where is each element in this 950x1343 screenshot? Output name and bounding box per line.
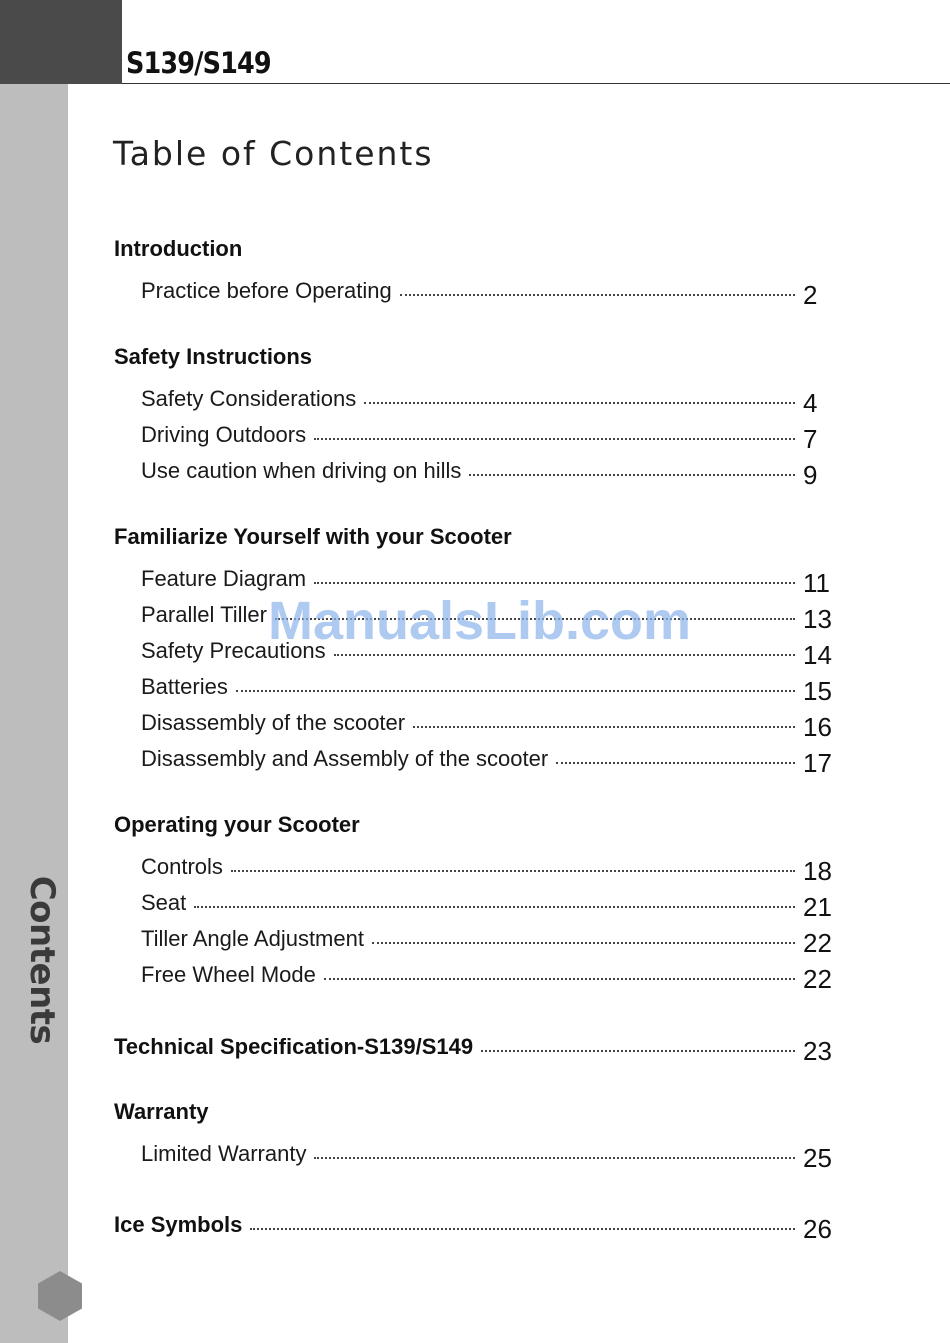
toc-entry-page: 4 [803, 388, 818, 418]
toc-entry-label: Batteries [141, 674, 228, 699]
sidebar-label: Contents [22, 875, 62, 1045]
toc-entry[interactable] [141, 880, 837, 922]
toc-entry-page: 23 [803, 1036, 832, 1066]
leader-dots [413, 726, 795, 728]
toc-entry-page: 14 [803, 640, 832, 670]
toc-entry-label: Feature Diagram [141, 566, 307, 591]
toc-entry-page: 13 [803, 604, 832, 634]
toc-entry-page: 25 [803, 1143, 832, 1173]
toc-entry-label: Driving Outdoors [141, 422, 307, 447]
toc-entry-label: Controls [141, 854, 223, 879]
toc-entry-ice-symbols[interactable] [114, 1202, 837, 1244]
toc-entry[interactable] [141, 448, 837, 490]
toc-entry[interactable] [141, 268, 837, 310]
toc-entry-page: 22 [803, 928, 832, 958]
leader-dots [231, 870, 795, 872]
toc-entry-page: 9 [803, 460, 818, 490]
section-heading-warranty: Warranty [114, 1099, 209, 1124]
toc-entry-page: 26 [803, 1214, 832, 1244]
toc-entry-label: Disassembly and Assembly of the scooter [141, 746, 549, 771]
toc-entry-page: 7 [803, 424, 818, 454]
toc-entry[interactable] [141, 412, 837, 454]
toc-entry-label: Free Wheel Mode [141, 962, 316, 987]
header-rule [122, 83, 950, 84]
header-dark-block [0, 0, 122, 84]
toc-entry-label: Disassembly of the scooter [141, 710, 406, 735]
leader-dots [324, 978, 795, 980]
leader-dots [314, 438, 795, 440]
toc-entry-label: Parallel Tiller [141, 602, 267, 627]
toc-entry[interactable] [141, 736, 837, 778]
leader-dots [194, 906, 795, 908]
toc-entry-page: 18 [803, 856, 832, 886]
sidebar [0, 84, 68, 1343]
toc-entry-label: Practice before Operating [141, 278, 392, 303]
leader-dots [400, 294, 795, 296]
toc-entry-page: 21 [803, 892, 832, 922]
leader-dots [314, 1157, 795, 1159]
leader-dots [372, 942, 795, 944]
toc-entry-label: Limited Warranty [141, 1141, 307, 1166]
toc-entry-label: Ice Symbols [114, 1212, 243, 1237]
leader-dots [250, 1228, 795, 1230]
leader-dots [481, 1050, 795, 1052]
section-heading-operating: Operating your Scooter [114, 812, 360, 837]
toc-entry[interactable] [141, 556, 837, 598]
toc-entry[interactable] [141, 952, 837, 994]
section-heading-safety-instructions: Safety Instructions [114, 344, 313, 369]
page-title: Table of Contents [113, 134, 434, 173]
toc-entry-label: Safety Considerations [141, 386, 357, 411]
section-heading-introduction: Introduction [114, 236, 243, 261]
toc-entry[interactable] [141, 664, 837, 706]
toc-entry-label: Tiller Angle Adjustment [141, 926, 364, 951]
leader-dots [469, 474, 795, 476]
toc-entry-page: 15 [803, 676, 832, 706]
leader-dots [314, 582, 795, 584]
toc-entry-label: Technical Specification-S139/S149 [114, 1034, 474, 1059]
toc-entry-page: 2 [803, 280, 818, 310]
toc-entry-page: 22 [803, 964, 832, 994]
section-heading-familiarize: Familiarize Yourself with your Scooter [114, 524, 512, 549]
toc-entry[interactable] [141, 916, 837, 958]
toc-entry-label: Safety Precautions [141, 638, 326, 663]
toc-entry-page: 11 [803, 568, 830, 598]
toc-entry-page: 16 [803, 712, 832, 742]
leader-dots [364, 402, 795, 404]
leader-dots [334, 654, 795, 656]
watermark: ManualsLib.com [268, 591, 692, 651]
toc-entry-label: Use caution when driving on hills [141, 458, 462, 483]
toc-entry-technical-specification[interactable] [114, 1024, 837, 1066]
model-title: S139/S149 [126, 46, 271, 80]
leader-dots [556, 762, 795, 764]
toc-entry[interactable] [141, 844, 837, 886]
toc-entry[interactable] [141, 1131, 837, 1173]
toc-entry[interactable] [141, 700, 837, 742]
toc-entry-page: 17 [803, 748, 832, 778]
toc-entry-label: Seat [141, 890, 187, 915]
leader-dots [236, 690, 795, 692]
toc-entry[interactable] [141, 376, 837, 418]
